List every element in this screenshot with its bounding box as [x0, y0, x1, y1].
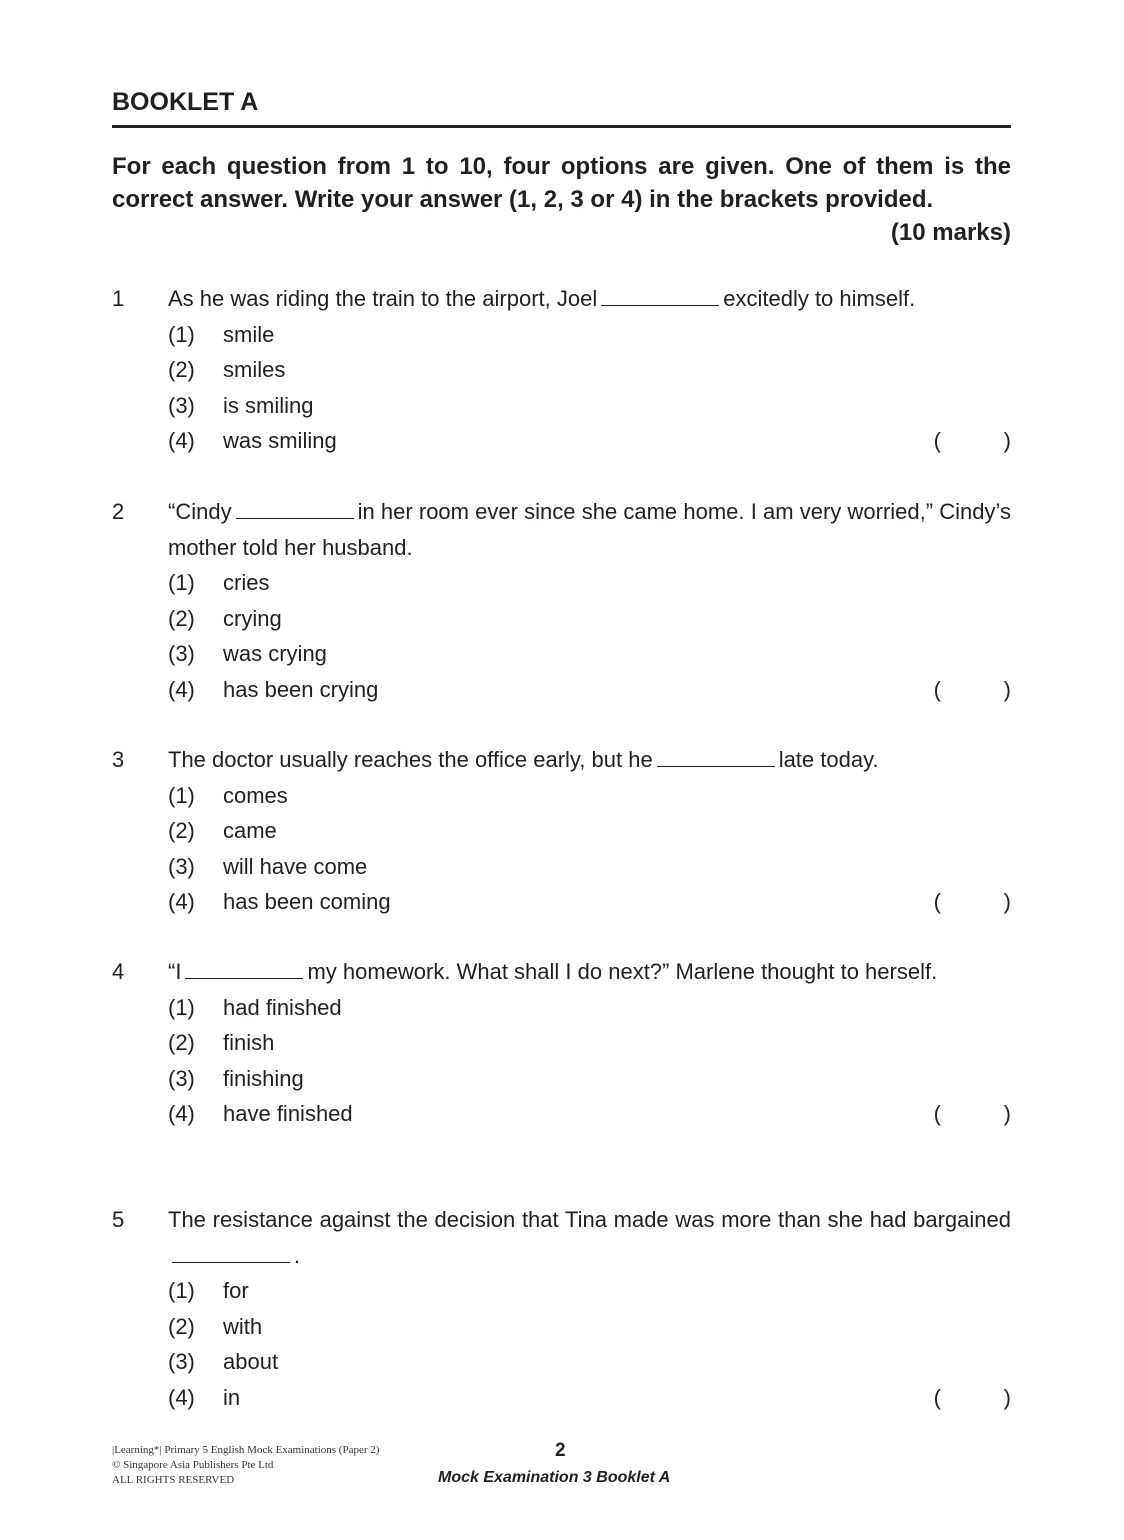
option-number: (2)	[168, 357, 195, 382]
question-number: 5	[112, 1207, 125, 1232]
option-text: finishing	[223, 1065, 304, 1091]
option-number: (4)	[168, 889, 195, 914]
instructions	[112, 150, 1011, 249]
option-number: (3)	[168, 641, 195, 666]
option-text: about	[223, 1349, 279, 1374]
option-number: (2)	[168, 1313, 195, 1339]
option	[168, 990, 1011, 1026]
footer-line1: |Learning*| Primary 5 English Mock Examinations (Paper 2)	[112, 1444, 380, 1456]
bracket-open: (	[933, 1101, 941, 1126]
stem-after: .	[294, 1242, 301, 1268]
title-divider	[112, 125, 1011, 128]
option-number: (3)	[168, 1349, 195, 1374]
option-text: was smiling	[223, 428, 337, 453]
option-number: (1)	[168, 1278, 195, 1303]
option	[168, 352, 1011, 388]
option	[168, 1025, 1011, 1061]
stem-before: As he was riding the train to the airport, Joel	[168, 286, 598, 311]
option-text: had finished	[223, 994, 342, 1020]
bracket-open: (	[933, 676, 941, 702]
option	[168, 1309, 1011, 1345]
option-number: (2)	[168, 605, 195, 631]
bracket-open: (	[933, 1384, 941, 1410]
option	[168, 1273, 1011, 1309]
option-text: smile	[223, 321, 275, 347]
stem-before: The doctor usually reaches the office early, but he	[168, 747, 653, 772]
option	[168, 1061, 1011, 1097]
option-number: (4)	[168, 1384, 195, 1410]
stem-after: excitedly to himself.	[723, 286, 916, 311]
option-text: has been coming	[223, 889, 391, 914]
booklet-title: BOOKLET A	[112, 88, 259, 116]
footer-section: Mock Examination 3 Booklet A	[438, 1469, 671, 1486]
option	[168, 813, 1011, 849]
option	[168, 1380, 1011, 1416]
option	[168, 601, 1011, 637]
option-text: with	[223, 1313, 263, 1339]
option-number: (2)	[168, 818, 195, 843]
option-number: (1)	[168, 570, 195, 595]
option	[168, 778, 1011, 814]
answer-bracket[interactable]	[933, 884, 1011, 920]
question-1	[112, 281, 1011, 459]
option-text: came	[223, 818, 277, 843]
option-number: (1)	[168, 994, 195, 1020]
question-stem	[168, 742, 1011, 778]
option-number: (4)	[168, 428, 195, 453]
bracket-close: )	[1003, 889, 1011, 914]
answer-blank	[172, 1242, 290, 1263]
option-text: in	[223, 1384, 241, 1410]
stem-after: late today.	[778, 747, 879, 772]
question-stem	[168, 281, 1011, 317]
option	[168, 1096, 1011, 1132]
option	[168, 423, 1011, 459]
option	[168, 1344, 1011, 1380]
bracket-close: )	[1003, 676, 1011, 702]
stem-after: my homework. What shall I do next?” Marlene thought to herself.	[307, 959, 938, 984]
question-number: 3	[112, 747, 125, 772]
bracket-close: )	[1003, 1101, 1011, 1126]
option-number: (1)	[168, 782, 195, 808]
option-text: has been crying	[223, 676, 379, 702]
footer-publisher	[112, 1443, 379, 1488]
question-stem	[168, 954, 1011, 990]
answer-blank	[236, 498, 354, 519]
option-text: for	[223, 1278, 249, 1303]
bracket-open: (	[933, 428, 941, 453]
option-text: finish	[223, 1030, 275, 1055]
stem-before: The resistance against the decision that Tina made was more than she had bargained	[168, 1207, 1011, 1232]
option-text: smiles	[223, 357, 286, 382]
option	[168, 565, 1011, 601]
bracket-close: )	[1003, 1384, 1011, 1410]
question-number: 2	[112, 499, 125, 524]
option	[168, 849, 1011, 885]
question-2	[112, 494, 1011, 707]
answer-bracket[interactable]	[933, 1380, 1011, 1416]
stem-after: in her room ever since she came home. I am very worried,” Cindy’s mother told her husband.	[168, 499, 1011, 560]
stem-before: “I	[168, 959, 182, 984]
answer-bracket[interactable]	[933, 423, 1011, 459]
question-stem	[168, 494, 1011, 565]
option-text: have finished	[223, 1101, 353, 1126]
instructions-text: For each question from 1 to 10, four options are given. One of them is the correct answer. Write your answer (1, 2, 3 or 4) in the brackets provided.	[112, 153, 1011, 213]
option-text: is smiling	[223, 392, 314, 418]
question-stem	[168, 1202, 1011, 1273]
answer-blank	[657, 746, 775, 767]
option-number: (4)	[168, 1101, 195, 1126]
option-text: comes	[223, 782, 288, 808]
question-4	[112, 954, 1011, 1132]
footer-line2: © Singapore Asia Publishers Pte Ltd	[112, 1459, 274, 1471]
option-text: will have come	[223, 853, 368, 879]
option	[168, 884, 1011, 920]
answer-blank	[185, 958, 303, 979]
option	[168, 317, 1011, 353]
option-number: (1)	[168, 321, 195, 347]
footer-line3: ALL RIGHTS RESERVED	[112, 1474, 235, 1486]
question-number: 1	[112, 286, 125, 311]
question-3	[112, 742, 1011, 920]
marks-label: (10 marks)	[890, 219, 1011, 246]
option-number: (2)	[168, 1030, 195, 1055]
answer-blank	[601, 285, 719, 306]
bracket-open: (	[933, 889, 941, 914]
option-number: (3)	[168, 1065, 195, 1091]
answer-bracket[interactable]	[933, 672, 1011, 708]
question-number: 4	[112, 959, 125, 984]
option	[168, 636, 1011, 672]
page-number: 2	[555, 1440, 566, 1461]
option	[168, 388, 1011, 424]
option-text: cries	[223, 570, 270, 595]
option-text: crying	[223, 605, 282, 631]
answer-bracket[interactable]	[933, 1096, 1011, 1132]
bracket-close: )	[1003, 428, 1011, 453]
stem-before: “Cindy	[168, 499, 232, 524]
option-text: was crying	[223, 641, 327, 666]
option-number: (3)	[168, 392, 195, 418]
question-5	[112, 1202, 1011, 1415]
option-number: (3)	[168, 853, 195, 879]
option-number: (4)	[168, 676, 195, 702]
option	[168, 672, 1011, 708]
